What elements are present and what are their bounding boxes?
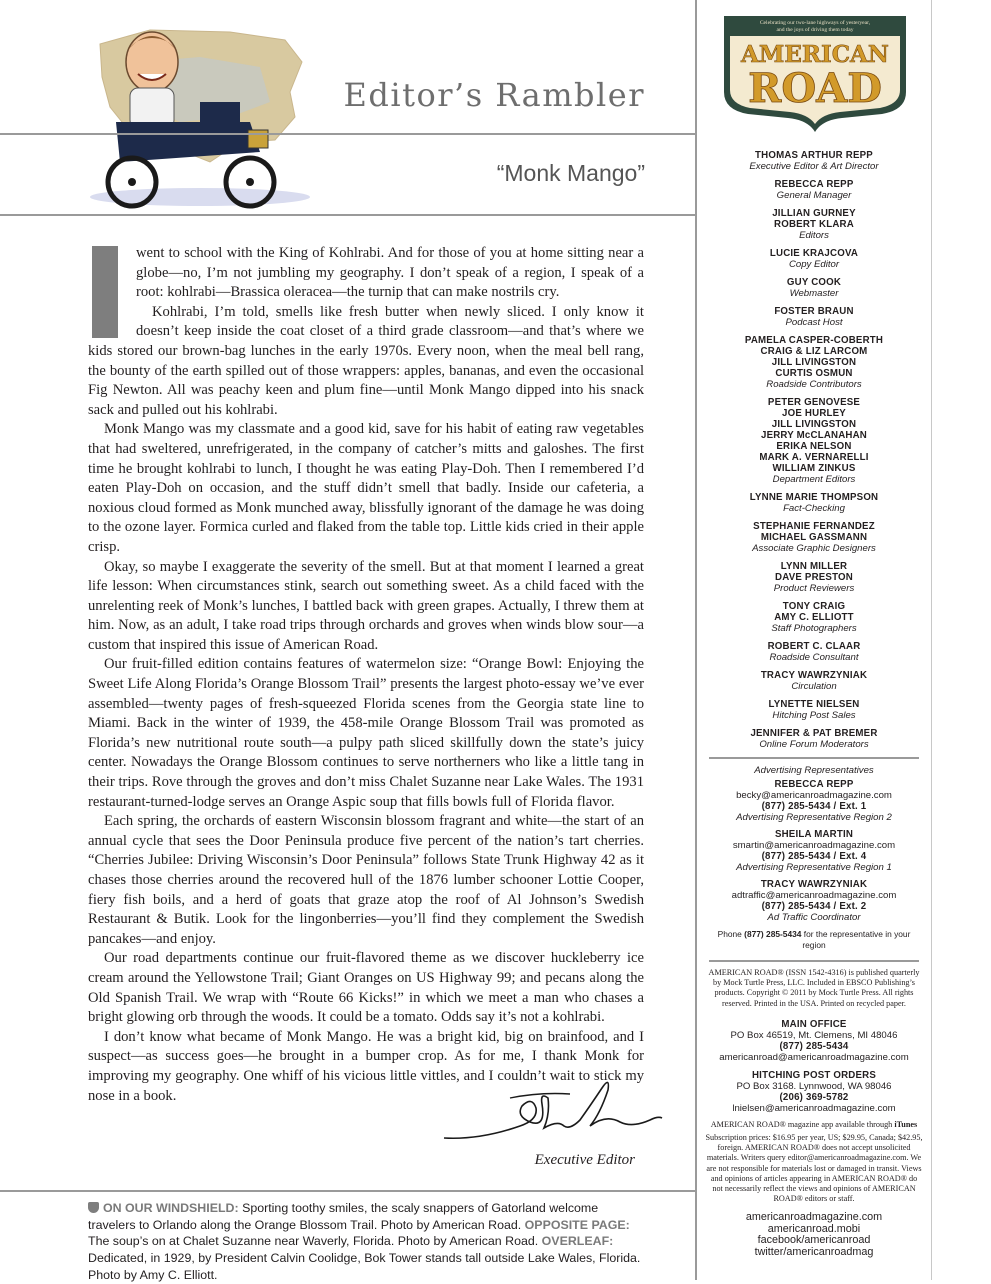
- staff-role: Executive Editor & Art Director: [749, 161, 879, 172]
- staff-name: WILLIAM ZINKUS: [772, 463, 856, 474]
- article-paragraph: went to school with the King of Kohlrabi. And for those of you at home sitting near a globe—no, I’m not jumbling my geography. I don’t speak of a region, I speak of a root: kohlrabi—Brassica oleracea—the turnip that can make nostrils cry.: [88, 244, 644, 303]
- main-office: MAIN OFFICE PO Box 46519, Mt. Clemens, MI 48046 (877) 285-5434 americanroad@americanroadmagazine.com: [719, 1018, 909, 1063]
- masthead-entry: [705, 728, 923, 750]
- ad-rep-name: REBECCA REPP: [774, 779, 854, 790]
- subscription-info: Subscription prices: $16.95 per year, US; $29.95, Canada; $42.95, foreign. AMERICAN ROAD® does not accept unsolicited materials. Writers query editor@americanroadmagazine.com. We are not responsible for materials lost or damaged in transit. Views and opinions of articles appearing in AMERICAN ROAD® do not necessarily reflect the views and opinions of AMERICAN ROAD® editors or staff.: [705, 1133, 923, 1204]
- article-paragraph: I don’t know what became of Monk Mango. He was a bright kid, big on brainfood, and I suspect—as success goes—he brought in a bumper crop. As for me, I thank Monk for improving my geography. One whiff of his vicious little vittles, and I couldn’t wait to stick my nose in a book.: [88, 1028, 644, 1104]
- article-subtitle: “Monk Mango”: [496, 160, 645, 186]
- article-paragraph: Our road departments continue our fruit-flavored theme as we discover huckleberry ice cream around the Yellowstone Trail; Giant Oranges on US Highway 99; and pecans along the Old Spanish Trail. We wrap with “Route 66 Kicks!” in which we meet a man who chases a bright glowing orb through the woods. It could be a tomato. Odds say it’s not a kohlrabi.: [88, 950, 644, 1026]
- sidebar-divider: [709, 757, 919, 759]
- staff-name: JILL LIVINGSTON: [771, 419, 857, 430]
- mobile-site-link[interactable]: americanroad.mobi: [767, 1222, 861, 1235]
- staff-role: Product Reviewers: [773, 583, 855, 594]
- header-rule: [0, 133, 695, 135]
- shield-icon: [88, 1202, 99, 1213]
- masthead-entry: [705, 150, 923, 172]
- publication-notice: AMERICAN ROAD® (ISSN 1542-4316) is published quarterly by Mock Turtle Press, LLC. Included in EBSCO Publishing’s products. Copyright © 2011 by Mock Turtle Press. All rights reserved. Printed in the USA. Printed on recycled paper.: [708, 968, 920, 1008]
- staff-name: JILLIAN GURNEY: [772, 208, 856, 219]
- article-paragraph: Monk Mango was my classmate and a good kid, save for his habit of eating raw vegetables that had sweltered, unrefrigerated, in the company of catcher’s mitts and galoshes. The first time he brought kohlrabi to lunch, I thought he was eating Play-Doh. Then I remembered I’d eaten Play-Doh on occasion, and the stuff didn’t smell that badly. Inside our cafeteria, a noxious cloud formed as Monk munched away, blissfully ignorant of the damage he was doing to the ozone layer. Formica curled and flaked from the table top. Little kids cried in their apple crisp.: [88, 421, 644, 555]
- staff-name: MICHAEL GASSMANN: [760, 532, 868, 543]
- staff-name: THOMAS ARTHUR REPP: [755, 150, 873, 161]
- ad-rep-name: SHEILA MARTIN: [774, 829, 854, 840]
- ad-rep-phone: (877) 285-5434 / Ext. 4: [761, 851, 867, 862]
- staff-name: CRAIG & LIZ LARCOM: [760, 346, 868, 357]
- masthead-sidebar: [697, 0, 931, 1280]
- ad-rep-email[interactable]: adtraffic@americanroadmagazine.com: [731, 890, 897, 901]
- masthead-entry: [705, 601, 923, 634]
- staff-name: MARK A. VERNARELLI: [759, 452, 869, 463]
- facebook-link[interactable]: facebook/americanroad: [757, 1234, 871, 1247]
- staff-role: Podcast Host: [785, 317, 843, 328]
- svg-text:AMERICAN: AMERICAN: [741, 41, 889, 68]
- staff-name: AMY C. ELLIOTT: [774, 612, 854, 623]
- website-link[interactable]: americanroadmagazine.com: [745, 1211, 883, 1224]
- staff-name: PETER GENOVESE: [767, 397, 861, 408]
- masthead-entry: [705, 397, 923, 485]
- staff-name: JOE HURLEY: [782, 408, 846, 419]
- ad-rep-region: Advertising Representative Region 1: [736, 862, 892, 873]
- advertising-phone-note: Phone (877) 285-5434 for the representative in your region: [717, 929, 911, 950]
- sidebar-divider: [709, 960, 919, 962]
- masthead-entry: [705, 641, 923, 663]
- staff-name: ROBERT KLARA: [774, 219, 854, 230]
- masthead-entry: [705, 521, 923, 554]
- ad-rep-region: Ad Traffic Coordinator: [767, 912, 861, 923]
- ad-rep-email[interactable]: becky@americanroadmagazine.com: [736, 790, 892, 801]
- editor-caricature-illustration: [80, 22, 310, 212]
- staff-name: LUCIE KRAJCOVA: [769, 248, 859, 259]
- article-paragraph: Each spring, the orchards of eastern Wisconsin blossom fragrant and white—the start of an annual cycle that sees the Door Peninsula produce five percent of the nation’s tart cherries. “Cherries Jubilee: Driving Wisconsin’s Door Peninsula” follows State Trunk Highway 42 as it chases those cherries around the recovered hull of the 1876 lumber schooner Lottie Cooper, fiery fish boils, and a herd of goats that graze atop the roof of Al Johnson’s Swedish Restaurant & Butik. Look for the lingonberries—you’ll find they complement the Swedish pancakes—and enjoy.: [88, 813, 644, 947]
- staff-name: JENNIFER & PAT BREMER: [750, 728, 878, 739]
- staff-name: STEPHANIE FERNANDEZ: [753, 521, 875, 532]
- staff-role: Department Editors: [772, 474, 856, 485]
- editor-signature: [440, 1068, 665, 1152]
- staff-role: Roadside Consultant: [769, 652, 859, 663]
- footer-rule: [0, 1190, 695, 1192]
- staff-role: Webmaster: [789, 288, 839, 299]
- staff-name: JERRY McCLANAHAN: [760, 430, 867, 441]
- staff-name: LYNNE MARIE THOMPSON: [749, 492, 879, 503]
- masthead-entry: [705, 561, 923, 594]
- article-paragraph: Our fruit-filled edition contains features of watermelon size: “Orange Bowl: Enjoying the Sweet Life Along Florida’s Orange Blossom Trail” presents the largest photo-essay we’ve ever assembled—twenty pages of fresh-squeezed Florida scenes from the Georgia state line to Miami. Back in the winter of 1939, the 458-mile Orange Blossom Trail was promoted as Florida’s new nutritional route south—a pulpy path sliced skillfully down the state’s juicy center. Nowadays the Orange Blossom continues to serve northerners who like a little tang in their trips. Rove through the groves and don’t miss Chalet Suzanne near Lake Wales. The 1931 restaurant-turned-lodge serves an Orange Aspic soup that fills bowls full of Florida flavor.: [88, 656, 644, 810]
- ad-rep-email[interactable]: smartin@americanroadmagazine.com: [732, 840, 896, 851]
- app-availability-note: AMERICAN ROAD® magazine app available through iTunes: [710, 1119, 918, 1129]
- drop-cap-letter: [92, 246, 118, 338]
- masthead-entry: [705, 208, 923, 241]
- staff-role: Staff Photographers: [771, 623, 857, 634]
- staff-role: Copy Editor: [788, 259, 840, 270]
- staff-role: Circulation: [791, 681, 837, 692]
- staff-name: DAVE PRESTON: [775, 572, 853, 583]
- ad-rep-region: Advertising Representative Region 2: [736, 812, 892, 823]
- svg-text:ROAD: ROAD: [748, 65, 882, 112]
- advertising-heading: Advertising Representatives: [754, 765, 874, 776]
- article-paragraph: Kohlrabi, I’m told, smells like fresh butter when newly sliced. I only know it doesn’t keep inside the coat closet of a third grade classroom—and that’s where we kids stored our brown-bag lunches in the early 1970s. Every noon, when the meal bell rang, the bounty of the earth spilled out of those wrappers: apples, bananas, and even the occasional Fig Newton. All was peachy keen and plum fine—until Monk Mango dipped into his snack sack and pulled out his kohlrabi.: [88, 303, 644, 418]
- twitter-link[interactable]: twitter/americanroadmag: [754, 1245, 874, 1258]
- article-body: [88, 244, 644, 1106]
- staff-name: PAMELA CASPER-COBERTH: [744, 335, 884, 346]
- hitching-post-orders: HITCHING POST ORDERS PO Box 3168. Lynnwood, WA 98046 (206) 369-5782 lnielsen@americanroadmagazine.com: [732, 1069, 896, 1114]
- staff-role: Fact-Checking: [783, 503, 845, 514]
- staff-role: Hitching Post Sales: [772, 710, 856, 721]
- article-paragraph: Okay, so maybe I exaggerate the severity of the smell. But at that moment I learned a great life lesson: When circumstances stink, search out something sweet. As a child faced with the unrelenting reek of Monk’s lunches, I battled back with green grapes. Actually, I threw them at him. Now, as an adult, I take road trips through orchards and groves when winds blow sour—a custom that inspired this issue of American Road.: [88, 558, 644, 653]
- page-edge-rule: [931, 0, 932, 1280]
- ad-rep-entry: [705, 879, 923, 923]
- photo-credits: ON OUR WINDSHIELD: Sporting toothy smiles, the scaly snappers of Gatorland welcome travelers to Orlando along the Orange Blossom Trail. Photo by American Road. OPPOSITE PAGE: The soup’s on at Chalet Suzanne near Waverly, Florida. Photo by American Road. OVERLEAF: Dedicated, in 1929, by President Calvin Coolidge, Bok Tower stands tall outside Lake Wales, Florida. Photo by Amy C. Elliott.: [88, 1201, 641, 1282]
- staff-name: REBECCA REPP: [774, 179, 854, 190]
- masthead-entry: [705, 670, 923, 692]
- staff-name: LYNETTE NIELSEN: [768, 699, 860, 710]
- masthead-entry: [705, 306, 923, 328]
- masthead-entry: [705, 699, 923, 721]
- staff-role: Associate Graphic Designers: [752, 543, 876, 554]
- staff-role: General Manager: [776, 190, 852, 201]
- subtitle-rule: [0, 214, 695, 216]
- masthead-entry: [705, 277, 923, 299]
- masthead-entry: [705, 248, 923, 270]
- staff-name: TRACY WAWRZYNIAK: [760, 670, 868, 681]
- svg-text:and the joys of driving them t: and the joys of driving them today: [776, 27, 854, 33]
- ad-rep-phone: (877) 285-5434 / Ext. 1: [761, 801, 867, 812]
- ad-rep-entry: [705, 829, 923, 873]
- staff-name: TONY CRAIG: [782, 601, 846, 612]
- page-title: Editor’s Rambler: [343, 76, 645, 114]
- staff-name: CURTIS OSMUN: [775, 368, 853, 379]
- staff-name: LYNN MILLER: [780, 561, 848, 572]
- staff-name: FOSTER BRAUN: [774, 306, 854, 317]
- masthead-entry: [705, 335, 923, 390]
- ad-rep-phone: (877) 285-5434 / Ext. 2: [761, 901, 867, 912]
- staff-role: Online Forum Moderators: [759, 739, 869, 750]
- staff-name: GUY COOK: [786, 277, 842, 288]
- masthead-entry: [705, 179, 923, 201]
- web-links: [705, 1212, 923, 1258]
- staff-role: Editors: [799, 230, 829, 241]
- staff-name: ERIKA NELSON: [776, 441, 852, 452]
- svg-text:Celebrating our two-lane highw: Celebrating our two-lane highways of yesteryear,: [759, 20, 871, 26]
- signature-title: Executive Editor: [534, 1152, 635, 1168]
- staff-name: JILL LIVINGSTON: [771, 357, 857, 368]
- ad-rep-name: TRACY WAWRZYNIAK: [760, 879, 868, 890]
- ad-rep-entry: [705, 779, 923, 823]
- masthead-list: [705, 150, 923, 1258]
- masthead-entry: [705, 492, 923, 514]
- staff-name: ROBERT C. CLAAR: [767, 641, 861, 652]
- staff-role: Roadside Contributors: [766, 379, 862, 390]
